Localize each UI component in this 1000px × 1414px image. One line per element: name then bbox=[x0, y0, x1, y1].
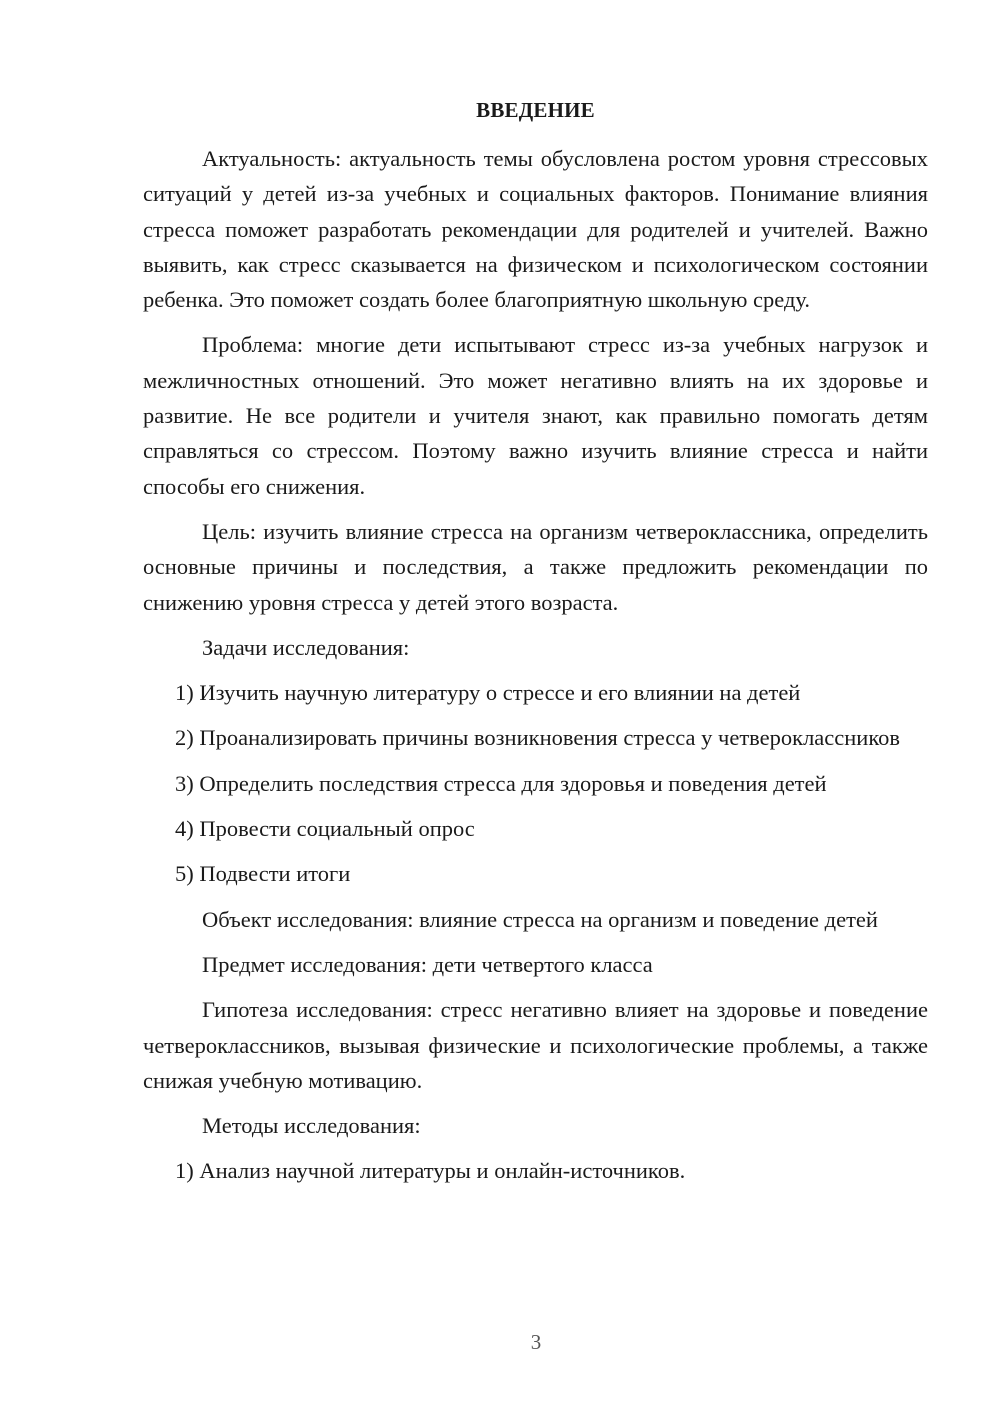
hypothesis-paragraph: Гипотеза исследования: стресс негативно влияет на здоровье и поведение четвероклассников, вызывая физические и психологические проблемы, а также снижая учебную мотивацию. bbox=[143, 997, 928, 1093]
goal-paragraph: Цель: изучить влияние стресса на организм четвероклассника, определить основные причины и последствия, а также предложить рекомендации по снижению уровня стресса у детей этого возраста. bbox=[143, 518, 928, 615]
problem-paragraph: Проблема: многие дети испытывают стресс из-за учебных нагрузок и межличностных отношений. Это может негативно влиять на их здоровье и развитие. Не все родители и учителя знают, как правильно помогать детям справляться со стрессом. Поэтому важно изучить влияние стресса и найти способы его снижения. bbox=[143, 332, 928, 499]
task-item-3: 3) Определить последствия стресса для здоровья и поведения детей bbox=[175, 770, 827, 796]
relevance-paragraph: Актуальность: актуальность темы обусловлена ростом уровня стрессовых ситуаций у детей из-за учебных и социальных факторов. Понимание влияния стресса поможет разработать рекомендации для родителей и учителей. Важно выявить, как стресс сказывается на физическом и психологическом состоянии ребенка. Это поможет создать более благоприятную школьную среду. bbox=[143, 146, 928, 313]
document-page bbox=[143, 94, 928, 1199]
methods-title: Методы исследования: bbox=[202, 1113, 421, 1139]
subject-paragraph: Предмет исследования: дети четвертого класса bbox=[202, 951, 653, 977]
object-paragraph: Объект исследования: влияние стресса на организм и поведение детей bbox=[202, 906, 878, 932]
task-item-2: 2) Проанализировать причины возникновения стресса у четвероклассников bbox=[175, 725, 900, 751]
task-item-4: 4) Провести социальный опрос bbox=[175, 816, 475, 842]
method-item-1: 1) Анализ научной литературы и онлайн-источников. bbox=[175, 1158, 686, 1184]
task-item-1: 1) Изучить научную литературу о стрессе и его влиянии на детей bbox=[175, 680, 801, 706]
page-number: 3 bbox=[530, 1330, 542, 1354]
task-item-5: 5) Подвести итоги bbox=[175, 861, 351, 887]
tasks-title: Задачи исследования: bbox=[202, 634, 410, 660]
section-heading: ВВЕДЕНИЕ bbox=[476, 98, 595, 122]
